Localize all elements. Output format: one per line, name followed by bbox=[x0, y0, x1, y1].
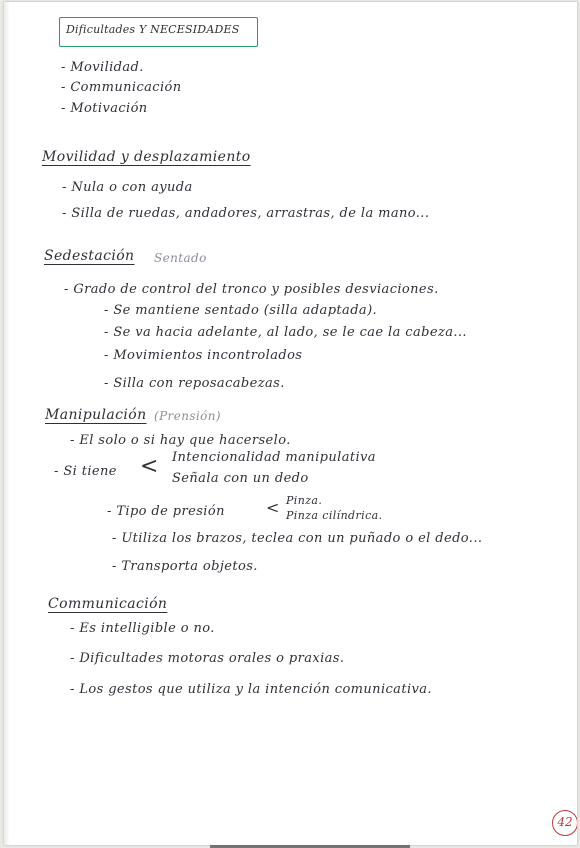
intro-item-motivacion: - Motivación bbox=[61, 101, 148, 116]
manipulacion-item-tipo-presion: - Tipo de presión bbox=[107, 504, 225, 519]
title-box bbox=[59, 17, 258, 47]
sedestacion-item-5: - Silla con reposacabezas. bbox=[104, 376, 285, 391]
sedestacion-item-4: - Movimientos incontrolados bbox=[104, 348, 303, 363]
sedestacion-item-3: - Se va hacia adelante, al lado, se le cae la cabeza... bbox=[104, 325, 467, 340]
page-number: 42 bbox=[552, 810, 577, 836]
comunicacion-item-3: - Los gestos que utiliza y la intención comunicativa. bbox=[70, 682, 432, 697]
intro-item-comunicacion: - Communicación bbox=[61, 80, 182, 95]
manipulacion-item-transporta: - Transporta objetos. bbox=[112, 559, 258, 574]
notebook-page bbox=[4, 2, 577, 845]
movilidad-item-1: - Nula o con ayuda bbox=[62, 180, 193, 195]
manipulacion-note: (Prensión) bbox=[154, 409, 221, 423]
page-title: Dificultades Y NECESIDADES bbox=[66, 23, 240, 36]
bracket-icon: < bbox=[140, 454, 159, 479]
manipulacion-subitem-pinza: Pinza. bbox=[286, 494, 323, 507]
section-heading-manipulacion: Manipulación bbox=[45, 407, 147, 423]
section-heading-sedestacion: Sedestación bbox=[44, 248, 135, 264]
manipulacion-subitem-intencionalidad: Intencionalidad manipulativa bbox=[172, 450, 376, 465]
section-heading-movilidad: Movilidad y desplazamiento bbox=[42, 149, 251, 165]
page-edge-shadow bbox=[4, 2, 10, 845]
manipulacion-item-1: - El solo o si hay que hacerselo. bbox=[70, 433, 291, 448]
sedestacion-item-1: - Grado de control del tronco y posibles desviaciones. bbox=[64, 282, 439, 297]
manipulacion-subitem-pinza-cilindrica: Pinza cilíndrica. bbox=[286, 509, 383, 522]
manipulacion-subitem-senala: Señala con un dedo bbox=[172, 471, 309, 486]
movilidad-item-2: - Silla de ruedas, andadores, arrastras, de la mano... bbox=[62, 206, 430, 221]
manipulacion-item-si-tiene: - Si tiene bbox=[54, 464, 117, 479]
comunicacion-item-1: - Es intelligible o no. bbox=[70, 621, 215, 636]
section-heading-comunicacion: Communicación bbox=[48, 596, 168, 612]
sedestacion-note: Sentado bbox=[154, 251, 207, 265]
manipulacion-item-utiliza: - Utiliza los brazos, teclea con un puñado o el dedo... bbox=[112, 531, 483, 546]
sedestacion-item-2: - Se mantiene sentado (silla adaptada). bbox=[104, 303, 378, 318]
bracket-icon: < bbox=[266, 498, 280, 517]
comunicacion-item-2: - Dificultades motoras orales o praxias. bbox=[70, 651, 345, 666]
intro-item-movilidad: - Movilidad. bbox=[61, 60, 144, 75]
